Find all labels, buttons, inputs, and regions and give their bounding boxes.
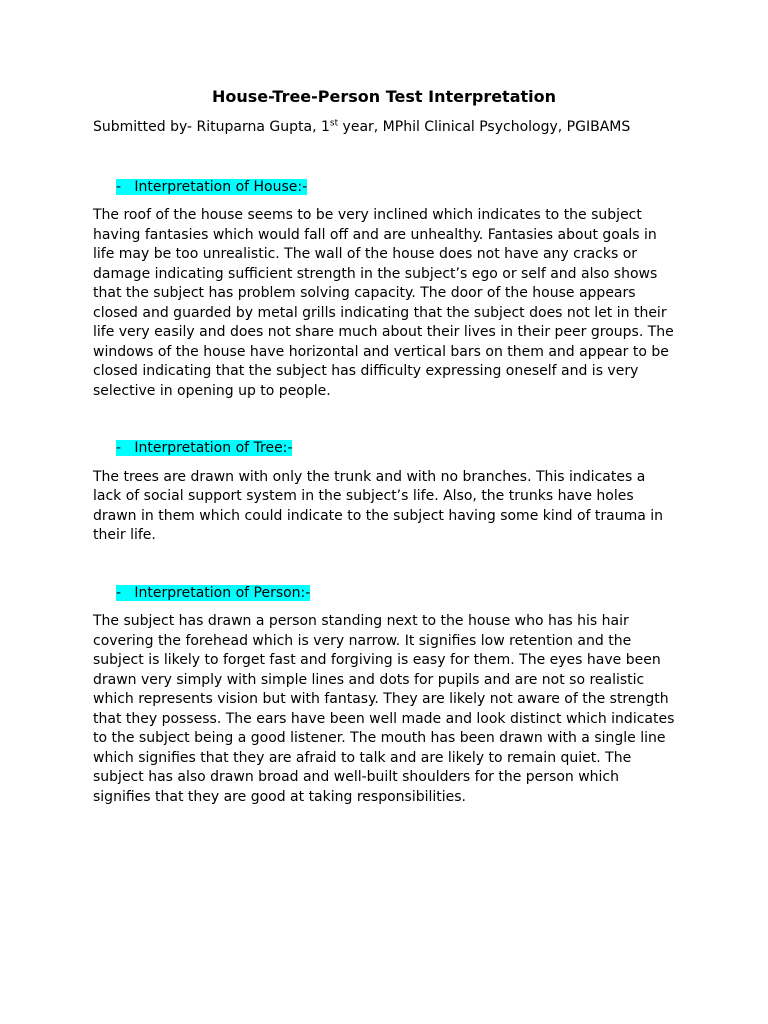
- submitted-by-line: [93, 118, 675, 138]
- section-body-person: The subject has drawn a person standing next to the house who has his hair covering the forehead which is very narrow. It signifies low retention and the subject is likely to forget fast and forgiving is easy for them. The eyes have been drawn very simply with simple lines and dots for pupils and are not so realistic which represents vision but with fantasy. They are likely not aware of the strength that they possess. The ears have been well made and look distinct which indicates to the subject being a good listener. The mouth has been drawn with a single line which signifies that they are afraid to talk and are likely to remain quiet. The subject has also drawn broad and well-built shoulders for the person which signifies that they are good at taking responsibilities.: [93, 613, 675, 805]
- document-title: House-Tree-Person Test Interpretation: [211, 87, 557, 106]
- submitted-by-text: Submitted by- Rituparna Gupta, 1: [93, 119, 330, 135]
- highlight-house: [116, 179, 307, 195]
- section-heading-person: [93, 584, 675, 604]
- highlight-tree: [116, 440, 292, 456]
- bullet-dash: -: [116, 584, 122, 601]
- heading-text-house: Interpretation of House:-: [134, 178, 308, 195]
- ordinal-suffix: st: [329, 118, 339, 129]
- document-page: [93, 86, 675, 807]
- heading-text-tree: Interpretation of Tree:-: [134, 440, 293, 456]
- section-body-tree: The trees are drawn with only the trunk and with no branches. This indicates a lack of social support system in the subject’s life. Also, the trunks have holes drawn in them which could indicate to the subject having some kind of trauma in their life.: [93, 468, 664, 543]
- section-body-house: The roof of the house seems to be very inclined which indicates to the subject having fantasies which would fall off and are unhealthy. Fantasies about goals in life may be too unrealistic. The wall of the house does not have any cracks or damage indicating sufficient strength in the subject’s ego or self and also shows that the subject has problem solving capacity. The door of the house appears closed and guarded by metal grills indicating that the subject does not let in their life very easily and does not share much about their lives in their peer groups. The windows of the house have horizontal and vertical bars on them and appear to be closed indicating that the subject has difficulty expressing oneself and is very selective in opening up to people.: [93, 207, 674, 399]
- submitted-by-program: year, MPhil Clinical Psychology, PGIBAMS: [338, 119, 631, 135]
- heading-text-person: Interpretation of Person:-: [134, 584, 311, 601]
- highlight-person: [116, 585, 310, 601]
- bullet-dash: -: [116, 178, 122, 195]
- bullet-dash: -: [116, 440, 122, 456]
- section-heading-tree: [93, 439, 675, 459]
- section-heading-house: [93, 178, 675, 198]
